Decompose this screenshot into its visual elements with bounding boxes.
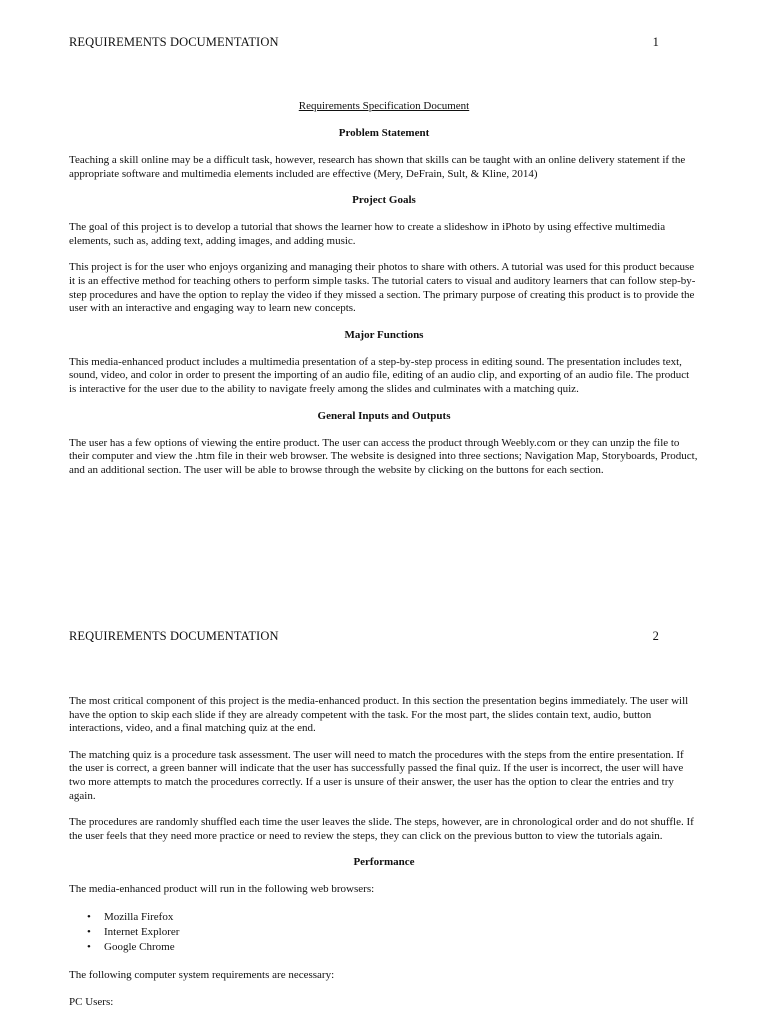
paragraph: The most critical component of this project is the media-enhanced product. In this section the presentation begins immediately. The user will have the option to skip each slide if they are already competent with the task. For the most part, the slides contain text, audio, button interactions, video, and a final matching quiz at the end.: [69, 695, 689, 735]
paragraph: The media-enhanced product will run in the following web browsers:: [69, 883, 375, 896]
section-heading-performance: Performance: [353, 856, 415, 869]
section-heading-major-functions: Major Functions: [344, 328, 424, 341]
page-body: [69, 100, 699, 490]
running-head-title: REQUIREMENTS DOCUMENTATION: [69, 629, 279, 643]
section-heading-problem-statement: Problem Statement: [338, 127, 430, 139]
section-heading-general-inputs-outputs: General Inputs and Outputs: [317, 409, 451, 422]
page-number: 2: [652, 629, 659, 643]
list-item: • Internet Explorer: [69, 925, 699, 940]
paragraph: The matching quiz is a procedure task assessment. The user will need to match the procedures with the steps from the entire presentation. If the user is correct, a green banner will indicate that the user has successfully passed the final quiz. If the user is incorrect, the user will have two more attempts to match the procedures correctly. If a user is unsure of their answer, the user has the option to clear the entries and try again.: [69, 748, 684, 802]
paragraph: The procedures are randomly shuffled each time the user leaves the slide. The steps, however, are in chronological order and do not shuffle. If the user feels that they need more practice or need to review the steps, they can click on the previous button to view the tutorials again.: [69, 816, 694, 842]
running-head-title: REQUIREMENTS DOCUMENTATION: [69, 35, 279, 49]
list-item: • Google Chrome: [69, 940, 699, 955]
page-body: [69, 695, 699, 1022]
paragraph: The user has a few options of viewing the entire product. The user can access the product through Weebly.com or they can unzip the file to their computer and view the .htm file in their web browser. The website is designed into three sections; Navigation Map, Storyboards, Product, and an additional section. The user will be able to browse through the website by clicking on the buttons for each section.: [69, 436, 698, 476]
page-number: 1: [652, 35, 659, 49]
document-title: Requirements Specification Document: [298, 100, 470, 112]
paragraph: The goal of this project is to develop a tutorial that shows the learner how to create a slideshow in iPhoto by using effective multimedia elements, such as, adding text, adding images, and adding music.: [69, 221, 666, 247]
list-item: • Mozilla Firefox: [69, 910, 699, 925]
section-heading-project-goals: Project Goals: [352, 194, 416, 207]
paragraph: This media-enhanced product includes a multimedia presentation of a step-by-step process in editing sound. The presentation includes text, sound, video, and color in order to present the importing of an audio file, editing of an audio clip, and exporting of an audio file. The product is interactive for the user due to the ability to navigate freely among the slides and culminates with a matching quiz.: [69, 355, 690, 395]
pc-users-label: PC Users:: [69, 995, 114, 1008]
page-2: [0, 600, 768, 1024]
paragraph: This project is for the user who enjoys organizing and managing their photos to share with others. A tutorial was used for this product because it is an effective method for teaching others to perform simple tasks. The tutorial caters to visual and auditory learners that can follow step-by-step procedures and have the option to replay the video if they missed a section. The primary purpose of creating this product is to provide the user with an interactive and engaging way to learn new concepts.: [69, 261, 696, 315]
paragraph: The following computer system requirements are necessary:: [69, 968, 335, 981]
browser-list: [69, 910, 699, 955]
paragraph: Teaching a skill online may be a difficult task, however, research has shown that skills can be taught with an online delivery statement if the appropriate software and multimedia elements included are effective (Mery, DeFrain, Sult, & Kline, 2014): [69, 154, 686, 180]
